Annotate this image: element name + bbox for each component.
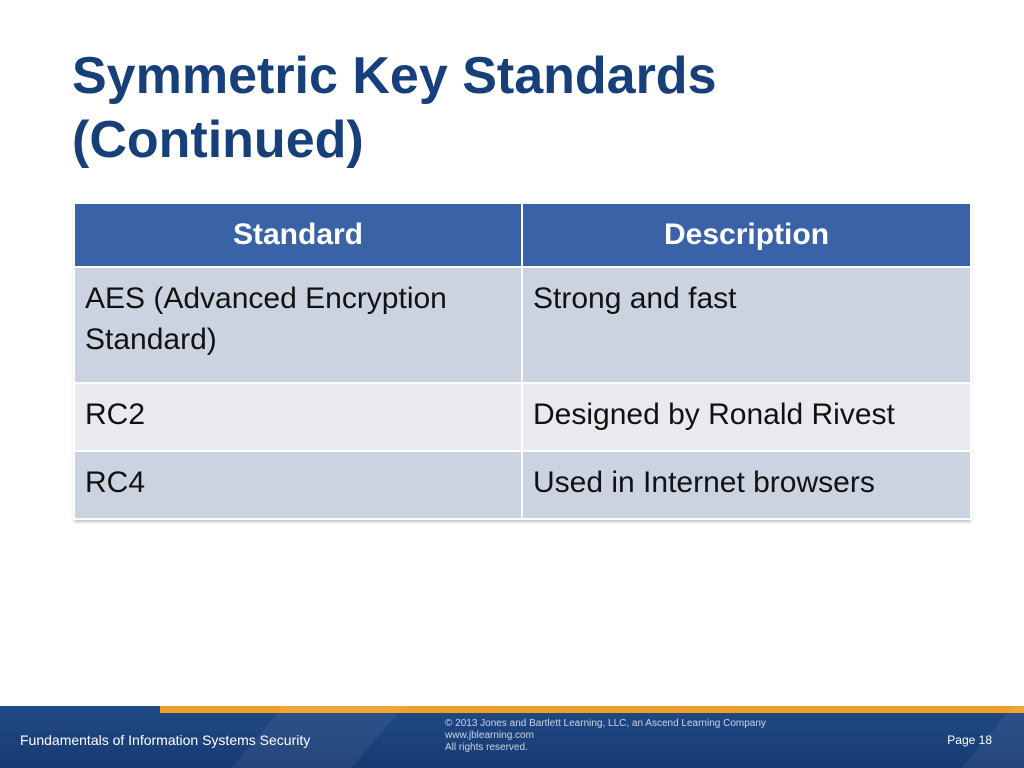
table-row xyxy=(74,383,971,451)
column-header-standard: Standard xyxy=(74,203,522,267)
cell-standard: RC4 xyxy=(74,451,522,519)
slide-footer xyxy=(0,706,1024,768)
cell-description: Strong and fast xyxy=(522,267,971,383)
standards-table-container xyxy=(73,202,970,520)
slide-title xyxy=(72,44,972,172)
footer-rights: All rights reserved. xyxy=(445,742,528,753)
cell-standard: RC2 xyxy=(74,383,522,451)
footer-website: www.jblearning.com xyxy=(445,730,534,741)
cell-standard: AES (Advanced Encryption Standard) xyxy=(74,267,522,383)
cell-description: Designed by Ronald Rivest xyxy=(522,383,971,451)
slide-title-line2: (Continued) xyxy=(72,111,364,169)
page-number: Page 18 xyxy=(947,733,992,747)
table-row xyxy=(74,267,971,383)
cell-description: Used in Internet browsers xyxy=(522,451,971,519)
standards-table xyxy=(73,202,972,520)
table-header-row xyxy=(74,203,971,267)
footer-copyright: © 2013 Jones and Bartlett Learning, LLC, an Ascend Learning Company xyxy=(445,718,766,729)
footer-copyright-block xyxy=(445,718,766,754)
footer-course-title: Fundamentals of Information Systems Security xyxy=(20,732,311,748)
table-row xyxy=(74,451,971,519)
column-header-description: Description xyxy=(522,203,971,267)
slide-title-line1: Symmetric Key Standards xyxy=(72,47,717,105)
